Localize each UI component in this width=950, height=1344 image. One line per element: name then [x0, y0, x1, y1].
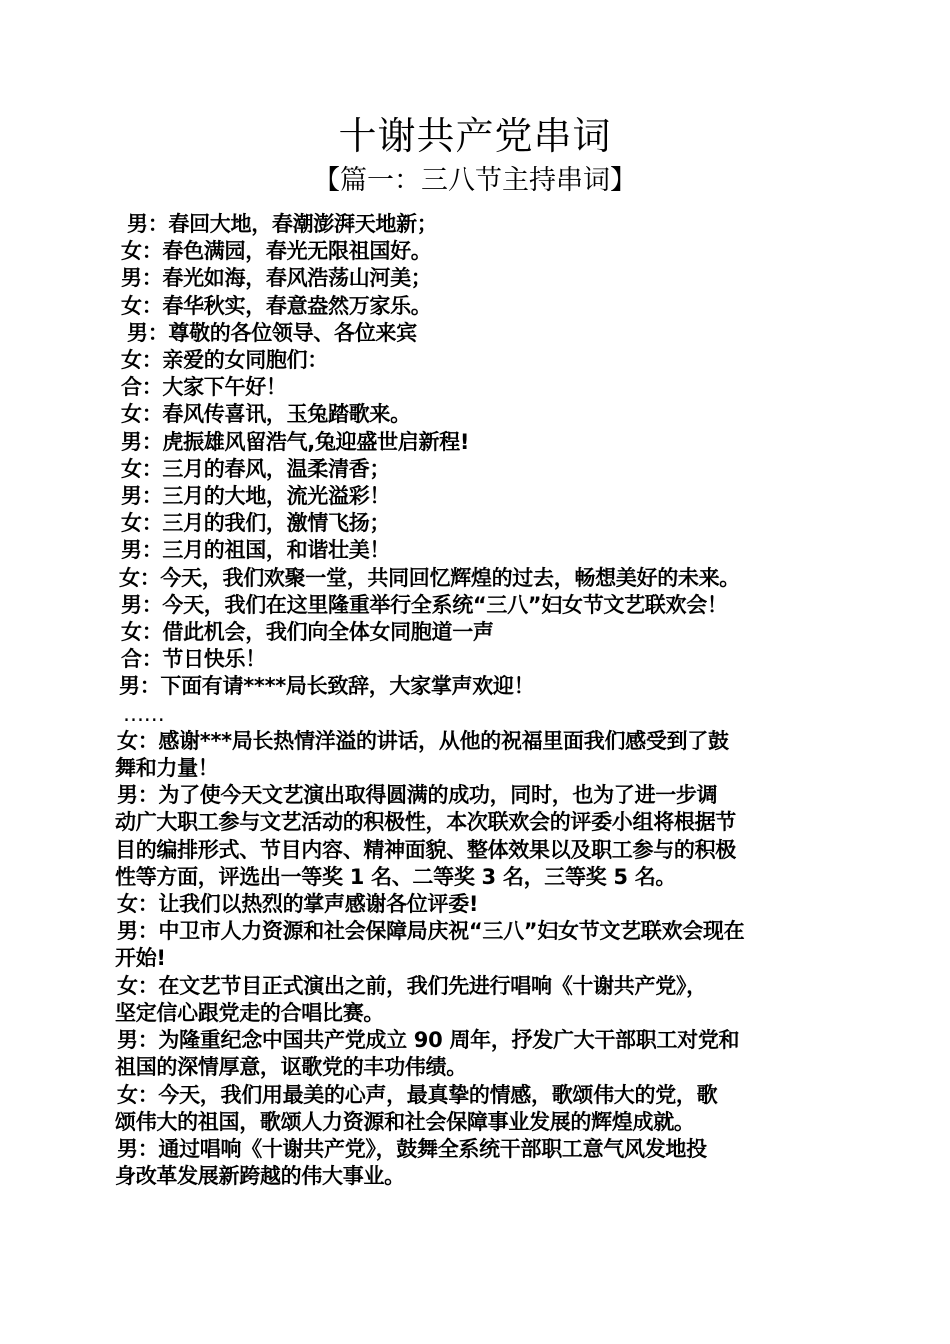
text-line: 女：在文艺节目正式演出之前，我们先进行唱响《十谢共产党》， — [117, 973, 707, 998]
text-line: 开始! — [115, 946, 166, 971]
text-line: 男：今天，我们在这里隆重举行全系统“三八”妇女节文艺联欢会！ — [121, 592, 728, 617]
text-line: 男：三月的祖国，和谐壮美！ — [121, 538, 391, 563]
text-line: 男：春回大地，春潮澎湃天地新； — [127, 212, 438, 236]
text-line: 女：亲爱的女同胞们： — [121, 348, 328, 373]
text-line: 男：尊敬的各位领导、各位来宾 — [127, 320, 417, 345]
text-line: 男：三月的大地，流光溢彩！ — [121, 484, 391, 509]
text-line: 女：借此机会，我们向全体女同胞道一声 — [121, 620, 494, 645]
text-line: 合：节日快乐！ — [121, 647, 266, 672]
text-line: 女：今天，我们用最美的心声，最真挚的情感，歌颂伟大的党，歌 — [117, 1082, 718, 1107]
text-line: 女：三月的我们，激情飞扬； — [121, 511, 391, 536]
text-line: 身改革发展新跨越的伟大事业。 — [115, 1164, 405, 1189]
text-line: 女：春华秋实，春意盎然万家乐。 — [121, 293, 432, 318]
text-line: 男：虎振雄风留浩气,兔迎盛世启新程! — [121, 429, 470, 454]
text-line: 舞和力量！ — [115, 756, 219, 781]
text-line: 女：春色满园，春光无限祖国好。 — [121, 239, 432, 264]
text-line: 祖国的深情厚意，讴歌党的丰功伟绩。 — [115, 1055, 467, 1080]
text-line: 合：大家下午好！ — [121, 375, 287, 400]
ellipsis-line: …… — [123, 701, 165, 726]
text-line: 男：春光如海，春风浩荡山河美； — [121, 266, 432, 291]
document-title: 十谢共产党串词 — [338, 114, 612, 158]
text-line: 女：春风传喜讯，玉兔踏歌来。 — [121, 402, 411, 427]
document-body — [115, 211, 840, 1190]
text-line: 女：今天，我们欢聚一堂，共同回忆辉煌的过去，畅想美好的未来。 — [119, 565, 740, 590]
text-line: 女：让我们以热烈的掌声感谢各位评委! — [117, 892, 479, 917]
text-line: 坚定信心跟党走的合唱比赛。 — [115, 1000, 385, 1025]
text-line: 女：感谢***局长热情洋溢的讲话，从他的祝福里面我们感受到了鼓 — [117, 728, 729, 753]
text-line: 性等方面，评选出一等奖 1 名、二等奖 3 名，三等奖 5 名。 — [115, 864, 677, 889]
document-subtitle: 【篇一：三八节主持串词】 — [313, 165, 637, 196]
text-line: 动广大职工参与文艺活动的积极性，本次联欢会的评委小组将根据节 — [115, 810, 736, 835]
text-line: 男：为了使今天文艺演出取得圆满的成功，同时，也为了进一步调 — [117, 783, 718, 808]
text-line: 男：下面有请****局长致辞，大家掌声欢迎！ — [119, 674, 535, 699]
text-line: 目的编排形式、节目内容、精神面貌、整体效果以及职工参与的积极 — [115, 837, 736, 862]
text-line: 男：为隆重纪念中国共产党成立 90 周年，抒发广大干部职工对党和 — [117, 1028, 740, 1053]
text-line: 颂伟大的祖国，歌颂人力资源和社会保障事业发展的辉煌成就。 — [115, 1109, 695, 1134]
text-line: 男：通过唱响《十谢共产党》，鼓舞全系统干部职工意气风发地投 — [117, 1136, 707, 1161]
text-line: 男：中卫市人力资源和社会保障局庆祝“三八”妇女节文艺联欢会现在 — [117, 919, 745, 944]
text-line: 女：三月的春风，温柔清香； — [121, 456, 391, 481]
